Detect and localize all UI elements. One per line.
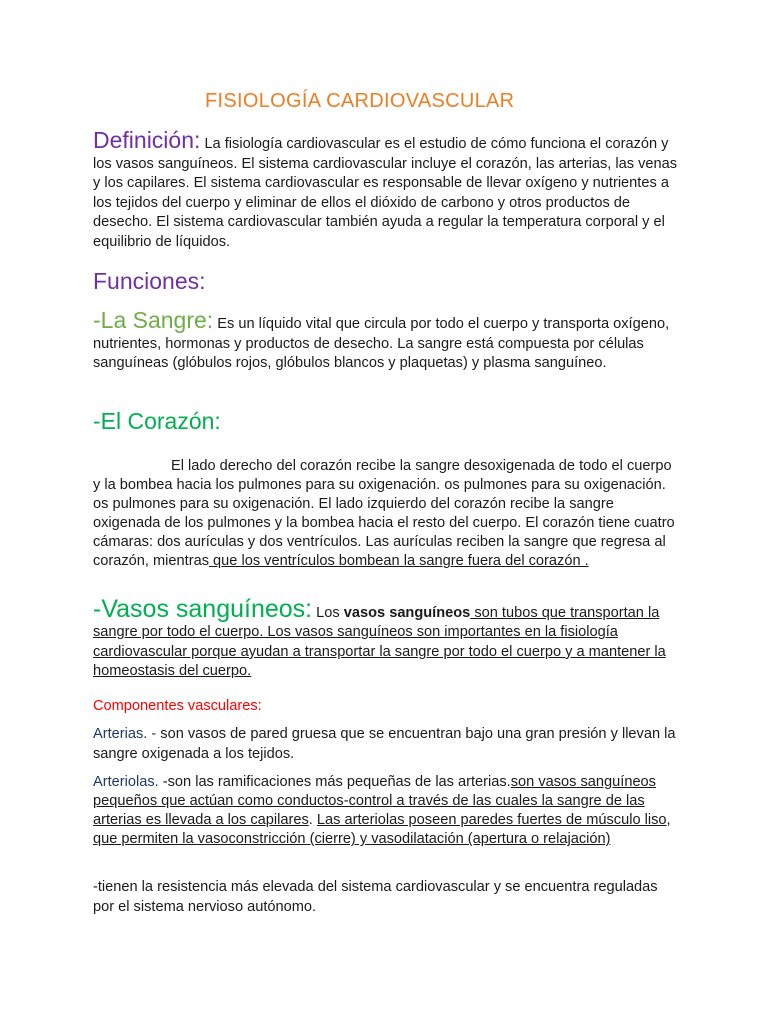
blood-heading: -La Sangre: — [93, 307, 214, 333]
arteries-label: Arterias. - — [93, 726, 157, 742]
arteries-paragraph — [93, 725, 678, 764]
resistance-paragraph: -tienen la resistencia más elevada del sistema cardiovascular y se encuentra reguladas por el sistema nervioso autónomo. — [93, 879, 658, 915]
vessels-bold: vasos sanguíneos — [343, 605, 471, 621]
arterioles-text: -son las ramificaciones más pequeñas de las arterias. — [158, 774, 511, 790]
arterioles-paragraph — [93, 773, 678, 849]
definition-text: La fisiología cardiovascular es el estudio de cómo funciona el corazón y los vasos sanguíneos. El sistema cardiovascular incluye el corazón, las arterias, las venas y los capilares. El sistema cardiovascular es responsable de llevar oxígeno y nutrientes a los tejidos del cuerpo y eliminar de ellos el dióxido de carbono y otros productos de desecho. El sistema cardiovascular también ayuda a regular la temperatura corporal y el equilibrio de líquidos. — [93, 136, 678, 250]
functions-heading: Funciones: — [93, 268, 206, 294]
blood-paragraph — [93, 307, 678, 374]
arterioles-mid: . — [308, 812, 317, 829]
heart-paragraph — [93, 457, 678, 572]
document-title: FISIOLOGÍA CARDIOVASCULAR — [205, 90, 515, 112]
vascular-components-heading: Componentes vasculares: — [93, 698, 262, 714]
definition-heading: Definición: — [93, 127, 201, 153]
arteries-text: son vasos de pared gruesa que se encuentran bajo una gran presión y llevan la sangre oxigenada a los tejidos. — [93, 726, 676, 762]
vessels-text-underlined: son tubos que transportan la sangre por todo el cuerpo. Los vasos sanguíneos son importantes en la fisiología cardiovascular porque ayudan a transportar la sangre por todo el cuerpo y a mantener la homeostasis del cuerpo. — [93, 605, 666, 680]
vessels-pre: Los — [312, 605, 344, 621]
arterioles-underlined-1: son vasos sanguíneos pequeños que actúan como conductos-control a través de las cuales la sangre de las arterias es llevada a los capilares — [93, 774, 656, 829]
heart-text-underlined: que los ventrículos bombean la sangre fuera del corazón . — [209, 553, 589, 570]
arterioles-label: Arteriolas. — [93, 774, 159, 790]
blood-text: Es un líquido vital que circula por todo el cuerpo y transporta oxígeno, nutrientes, hormonas y productos de desecho. La sangre está compuesta por células sanguíneas (glóbulos rojos, glóbulos blancos y plaquetas) y plasma sanguíneo. — [93, 316, 670, 372]
vessels-heading: -Vasos sanguíneos: — [93, 595, 313, 623]
vessels-paragraph — [93, 595, 678, 682]
heart-text: El lado derecho del corazón recibe la sangre desoxigenada de todo el cuerpo y la bombea hacia los pulmones para su oxigenación. os pulmones para su oxigenación. os pulmones para su oxigenación. El lado izquierdo del corazón recibe la sangre oxigenada de los pulmones y la bombea hacia el resto del cuerpo. El corazón tiene cuatro cámaras: dos aurículas y dos ventrículos. Las aurículas reciben la sangre que regresa al corazón, mientras — [93, 458, 675, 570]
arterioles-underlined-2: Las arteriolas poseen paredes fuertes de músculo liso, que permiten la vasoconstricción (cierre) y vasodilatación (apertura o relajación) — [93, 812, 671, 848]
heart-heading: -El Corazón: — [93, 408, 221, 434]
definition-paragraph — [93, 127, 678, 253]
